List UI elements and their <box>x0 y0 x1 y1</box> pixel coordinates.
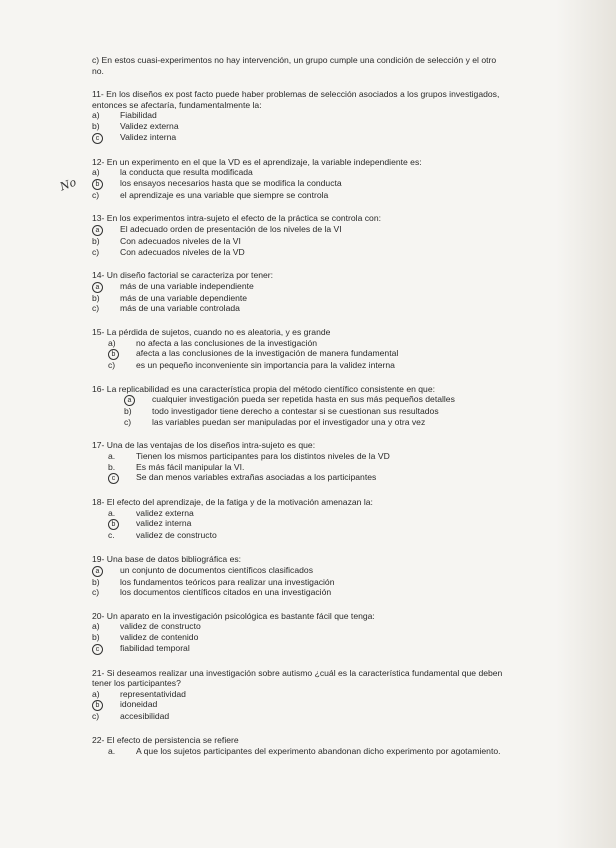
circled-answer-mark: c <box>92 133 103 144</box>
option-letter: a) <box>92 621 100 632</box>
question-16 <box>92 384 510 428</box>
circled-answer-mark: b <box>108 349 119 360</box>
option-text: afecta a las conclusiones de la investigación de manera fundamental <box>136 348 399 359</box>
option-text: validez interna <box>136 518 192 529</box>
option-text: todo investigador tiene derecho a contestar si se cuestionan sus resultados <box>152 406 439 417</box>
option-letter: a) <box>92 688 100 699</box>
option-letter <box>92 281 120 293</box>
answer-option <box>92 224 510 236</box>
option-text: Validez externa <box>120 120 179 131</box>
answer-option <box>92 746 510 757</box>
option-text: validez de contenido <box>120 632 199 642</box>
circled-answer-mark: c <box>92 644 103 655</box>
option-text: validez de constructo <box>120 621 201 632</box>
option-text: más de una variable dependiente <box>120 292 248 303</box>
question-stem: 12- En un experimento en el que la VD es el aprendizaje, la variable independiente es: <box>92 156 422 167</box>
option-text: más de una variable independiente <box>120 280 254 291</box>
option-letter <box>92 565 120 577</box>
option-text: el aprendizaje es una variable que siempre se controla <box>120 189 329 200</box>
question-list <box>92 89 510 756</box>
answer-option <box>92 281 510 293</box>
exam-document <box>92 55 510 769</box>
option-text: no afecta a las conclusiones de la investigación <box>136 337 318 348</box>
answer-option <box>92 406 510 417</box>
question-stem: 14- Un diseño factorial se caracteriza por tener: <box>92 270 274 281</box>
option-letter: a) <box>108 337 116 348</box>
circled-answer-mark: b <box>108 519 119 530</box>
answer-option <box>92 699 510 711</box>
question-11 <box>92 89 510 143</box>
answer-option <box>92 632 510 643</box>
option-letter: b) <box>92 576 100 587</box>
circled-answer-mark: a <box>92 282 103 293</box>
answer-option <box>92 303 510 314</box>
answer-option <box>92 247 510 258</box>
option-text: Es más fácil manipular la VI. <box>136 461 245 472</box>
question-12 <box>92 157 510 201</box>
answer-option <box>92 110 510 121</box>
answer-option <box>92 178 510 190</box>
answer-option <box>92 348 510 360</box>
answer-option <box>92 293 510 304</box>
circled-answer-mark: c <box>108 473 119 484</box>
answer-option <box>92 472 510 484</box>
question-stem: 15- La pérdida de sujetos, cuando no es aleatoria, y es grande <box>92 326 331 337</box>
question-20 <box>92 611 510 655</box>
answer-option <box>92 167 510 178</box>
option-letter: a) <box>92 167 100 178</box>
question-18 <box>92 497 510 541</box>
question-stem: 19- Una base de datos bibliográfica es: <box>92 554 242 565</box>
option-letter <box>124 394 152 406</box>
answer-option <box>92 121 510 132</box>
answer-option <box>92 394 510 406</box>
option-text: El adecuado orden de presentación de los niveles de la VI <box>120 223 342 234</box>
option-text: Con adecuados niveles de la VD <box>120 246 245 257</box>
option-letter: b) <box>124 406 132 417</box>
answer-option <box>92 643 510 655</box>
option-letter: a) <box>92 110 100 121</box>
circled-answer-mark: b <box>92 179 103 190</box>
option-letter: c. <box>108 530 115 541</box>
option-letter <box>92 643 120 655</box>
option-letter: c) <box>92 587 100 598</box>
option-letter: b) <box>92 632 100 642</box>
question-stem: 13- En los experimentos intra-sujeto el efecto de la práctica se controla con: <box>92 213 381 224</box>
circled-answer-mark: a <box>92 566 103 577</box>
answer-option <box>92 508 510 519</box>
answer-option <box>92 530 510 541</box>
option-text: los ensayos necesarios hasta que se modifica la conducta <box>120 177 342 188</box>
option-letter: b) <box>92 120 100 131</box>
option-letter: a. <box>108 745 116 756</box>
option-text: cualquier investigación pueda ser repetida hasta en sus más pequeños detalles <box>152 394 455 405</box>
answer-option <box>92 236 510 247</box>
question-22 <box>92 735 510 756</box>
option-letter: c) <box>92 711 100 722</box>
question-14 <box>92 270 510 314</box>
option-letter <box>92 178 120 190</box>
option-letter: c) <box>92 246 100 257</box>
option-text: accesibilidad <box>120 711 170 722</box>
question-15 <box>92 327 510 371</box>
option-text: Se dan menos variables extrañas asociadas a los participantes <box>136 472 377 483</box>
answer-option <box>92 711 510 722</box>
question-17 <box>92 440 510 484</box>
option-letter <box>108 472 136 484</box>
option-text: las variables puedan ser manipuladas por el investigador una y otra vez <box>152 416 426 427</box>
option-letter <box>92 699 120 711</box>
option-text: Validez interna <box>120 131 177 142</box>
option-text: un conjunto de documentos científicos clasificados <box>120 564 313 575</box>
answer-option <box>92 689 510 700</box>
answer-option <box>92 360 510 371</box>
question-stem: 18- El efecto del aprendizaje, de la fatiga y de la motivación amenazan la: <box>92 497 373 508</box>
answer-option <box>92 462 510 473</box>
question-stem: 16- La replicabilidad es una característica propia del método científico consistente en que: <box>92 383 435 394</box>
option-letter: b) <box>92 235 100 246</box>
answer-option <box>92 587 510 598</box>
option-text: Con adecuados niveles de la VI <box>120 235 241 246</box>
option-letter: a. <box>108 451 116 462</box>
option-text: idoneidad <box>120 699 158 710</box>
option-letter <box>92 132 120 144</box>
answer-option <box>92 518 510 530</box>
option-letter: a. <box>108 507 116 518</box>
option-letter <box>108 348 136 360</box>
answer-option <box>92 338 510 349</box>
intro-line: c) En estos cuasi-experimentos no hay intervención, un grupo cumple una condición de selección y el otro no. <box>92 55 497 76</box>
option-text: es un pequeño inconveniente sin importancia para la validez interna <box>136 360 395 371</box>
option-text: validez externa <box>136 507 194 518</box>
answer-option <box>92 190 510 201</box>
question-19 <box>92 554 510 598</box>
option-letter: c) <box>92 303 100 314</box>
page-edge-shadow <box>556 0 616 848</box>
option-text: Fiabilidad <box>120 110 157 121</box>
question-stem: 20- Un aparato en la investigación psicológica es bastante fácil que tenga: <box>92 610 375 621</box>
option-text: más de una variable controlada <box>120 303 240 314</box>
option-letter: b) <box>92 292 100 303</box>
answer-option <box>92 132 510 144</box>
circled-answer-mark: b <box>92 700 103 711</box>
option-letter <box>108 518 136 530</box>
option-text: la conducta que resulta modificada <box>120 167 253 178</box>
question-stem: 17- Una de las ventajas de los diseños intra-sujeto es que: <box>92 440 316 451</box>
option-text: los documentos científicos citados en una investigación <box>120 587 332 598</box>
circled-answer-mark: a <box>124 395 135 406</box>
option-text: A que los sujetos participantes del experimento abandonan dicho experimento por agotamiento. <box>136 745 501 756</box>
answer-option <box>92 451 510 462</box>
option-text: validez de constructo <box>136 530 217 541</box>
answer-option <box>92 565 510 577</box>
option-letter: b. <box>108 461 116 472</box>
circled-answer-mark: a <box>92 225 103 236</box>
option-text: representatividad <box>120 688 186 699</box>
option-letter: c) <box>108 360 116 371</box>
option-text: Tienen los mismos participantes para los distintos niveles de la VD <box>136 451 390 462</box>
option-text: fiabilidad temporal <box>120 642 190 653</box>
question-stem: 22- El efecto de persistencia se refiere <box>92 734 239 745</box>
answer-option <box>92 577 510 588</box>
question-21 <box>92 668 510 722</box>
handwritten-margin-note: No <box>58 175 78 194</box>
option-letter <box>92 224 120 236</box>
question-13 <box>92 213 510 257</box>
option-letter: c) <box>92 189 100 200</box>
option-letter: c) <box>124 416 132 427</box>
answer-option <box>92 417 510 428</box>
option-text: los fundamentos teóricos para realizar una investigación <box>120 576 335 587</box>
answer-option <box>92 621 510 632</box>
question-stem: 21- Si deseamos realizar una investigación sobre autismo ¿cuál es la característica fundamental que deben tener los participantes? <box>92 667 503 689</box>
question-stem: 11- En los diseños ex post facto puede haber problemas de selección asociados a los grupos investigados, entonces se afectaría, fundamentalmente la: <box>92 89 500 110</box>
intro-text <box>92 55 510 76</box>
